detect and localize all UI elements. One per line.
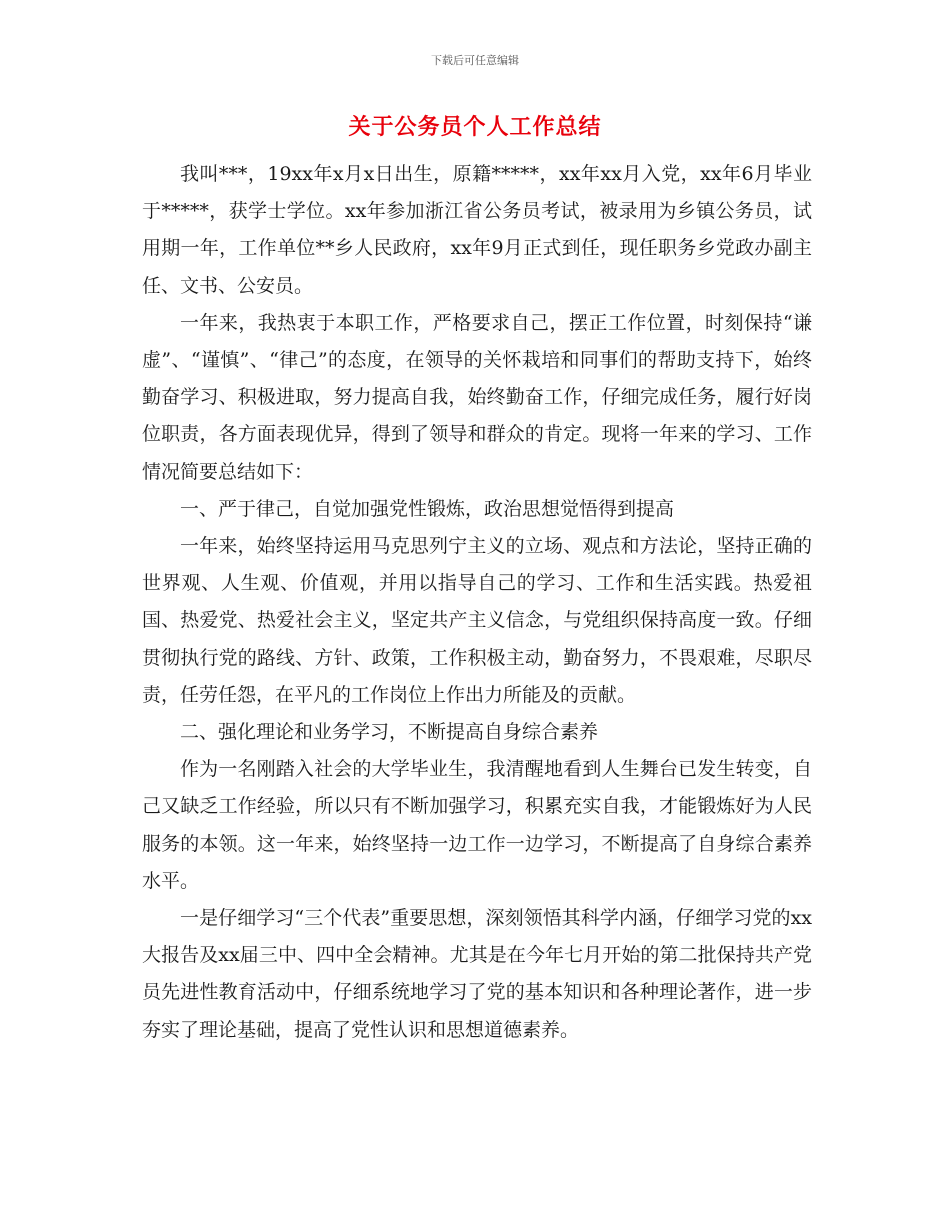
paragraph-personal-info: 我叫***，19xx年x月x日出生，原籍*****，xx年xx月入党，xx年6月毕业于*****，获学士学位。xx年参加浙江省公务员考试，被录用为乡镇公务员，试用期一年，工作单位**乡人民政府，xx年9月正式到任，现任职务乡党政办副主任、文书、公安员。 [142, 163, 812, 297]
paragraph-study-overview: 作为一名刚踏入社会的大学毕业生，我清醒地看到人生舞台已发生转变，自己又缺乏工作经验，所以只有不断加强学习，积累充实自我，才能锻炼好为人民服务的本领。这一年来，始终坚持一边工作一边学习，不断提高了自身综合素养水平。 [142, 758, 812, 892]
header-note: 下载后可任意编辑 [431, 54, 519, 67]
document-body [142, 156, 812, 1049]
section-heading-2: 二、强化理论和业务学习，不断提高自身综合素养 [180, 721, 599, 744]
paragraph-intro-summary: 一年来，我热衷于本职工作，严格要求自己，摆正工作位置，时刻保持“谦虚”、“谨慎”、“律己”的态度，在领导的关怀栽培和同事们的帮助支持下，始终勤奋学习、积极进取，努力提高自我，始终勤奋工作，仔细完成任务，履行好岗位职责，各方面表现优异，得到了领导和群众的肯定。现将一年来的学习、工作情况简要总结如下： [142, 311, 812, 483]
paragraph-study-theory: 一是仔细学习“三个代表”重要思想，深刻领悟其科学内涵，仔细学习党的xx大报告及xx届三中、四中全会精神。尤其是在今年七月开始的第二批保持共产党员先进性教育活动中，仔细系统地学习了党的基本知识和各种理论著作，进一步夯实了理论基础，提高了党性认识和思想道德素养。 [142, 907, 812, 1041]
section-heading-1: 一、严于律己，自觉加强党性锻炼，政治思想觉悟得到提高 [180, 497, 675, 520]
document-title: 关于公务员个人工作总结 [348, 115, 602, 140]
paragraph-political-thought: 一年来，始终坚持运用马克思列宁主义的立场、观点和方法论，坚持正确的世界观、人生观、价值观，并用以指导自己的学习、工作和生活实践。热爱祖国、热爱党、热爱社会主义，坚定共产主义信念，与党组织保持高度一致。仔细贯彻执行党的路线、方针、政策，工作积极主动，勤奋努力，不畏艰难，尽职尽责，任劳任怨，在平凡的工作岗位上作出力所能及的贡献。 [142, 535, 812, 706]
